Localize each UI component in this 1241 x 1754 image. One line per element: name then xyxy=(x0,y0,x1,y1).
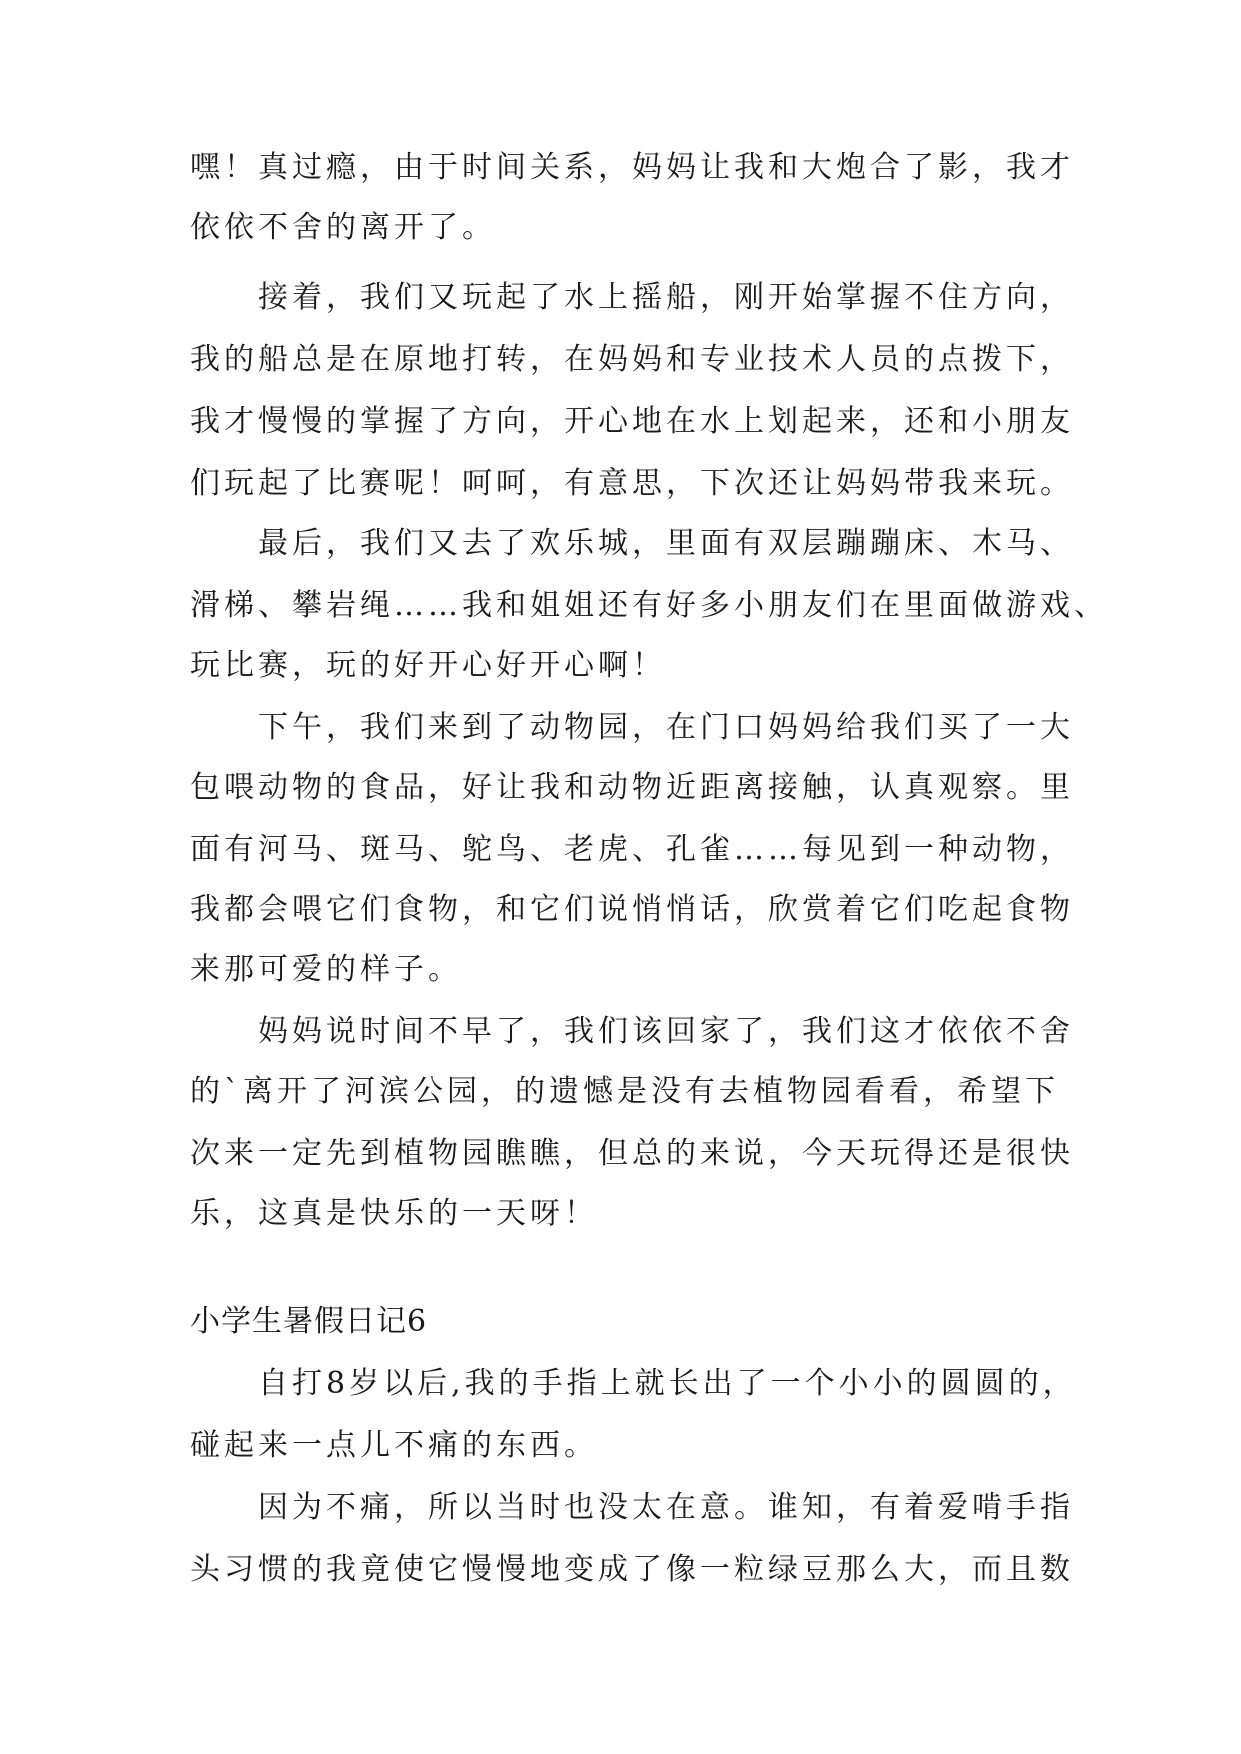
paragraph-first-line: 因为不痛，所以当时也没太在意。谁知，有着爱啃手指 xyxy=(258,1490,1074,1525)
text-line: 依依不舍的离开了。 xyxy=(190,210,496,245)
text-line: 玩比赛，玩的好开心好开心啊！ xyxy=(190,648,666,683)
text-line: 们玩起了比赛呢！呵呵，有意思，下次还让妈妈带我来玩。 xyxy=(190,466,1074,501)
paragraph-first-line: 妈妈说时间不早了，我们该回家了，我们这才依依不舍 xyxy=(258,1014,1074,1049)
text-line: 来那可爱的样子。 xyxy=(190,952,462,987)
text-line: 碰起来一点儿不痛的东西。 xyxy=(190,1428,598,1463)
paragraph-first-line: 接着，我们又玩起了水上摇船，刚开始掌握不住方向， xyxy=(258,280,1074,315)
text-line: 我才慢慢的掌握了方向，开心地在水上划起来，还和小朋友 xyxy=(190,404,1074,439)
text-line: 包喂动物的食品，好让我和动物近距离接触，认真观察。里 xyxy=(190,770,1074,805)
paragraph-first-line: 最后，我们又去了欢乐城，里面有双层蹦蹦床、木马、 xyxy=(258,526,1074,561)
text-line: 滑梯、攀岩绳……我和姐姐还有好多小朋友们在里面做游戏、 xyxy=(190,588,1108,623)
text-line: 面有河马、斑马、鸵鸟、老虎、孔雀……每见到一种动物， xyxy=(190,832,1074,867)
section-heading: 小学生暑假日记6 xyxy=(190,1304,428,1339)
text-line: 我的船总是在原地打转，在妈妈和专业技术人员的点拨下， xyxy=(190,342,1074,377)
text-line: 我都会喂它们食物，和它们说悄悄话，欣赏着它们吃起食物 xyxy=(190,892,1074,927)
text-line: 嘿！真过瘾，由于时间关系，妈妈让我和大炮合了影，我才 xyxy=(190,150,1074,185)
text-line: 乐，这真是快乐的一天呀！ xyxy=(190,1196,598,1231)
text-line: 头习惯的我竟使它慢慢地变成了像一粒绿豆那么大，而且数 xyxy=(190,1552,1074,1587)
paragraph-first-line: 自打8岁以后,我的手指上就长出了一个小小的圆圆的， xyxy=(258,1366,1077,1401)
text-line: 次来一定先到植物园瞧瞧，但总的来说，今天玩得还是很快 xyxy=(190,1136,1074,1171)
text-line: 的`离开了河滨公园，的遗憾是没有去植物园看看，希望下 xyxy=(190,1074,1059,1109)
paragraph-first-line: 下午，我们来到了动物园，在门口妈妈给我们买了一大 xyxy=(258,710,1074,745)
